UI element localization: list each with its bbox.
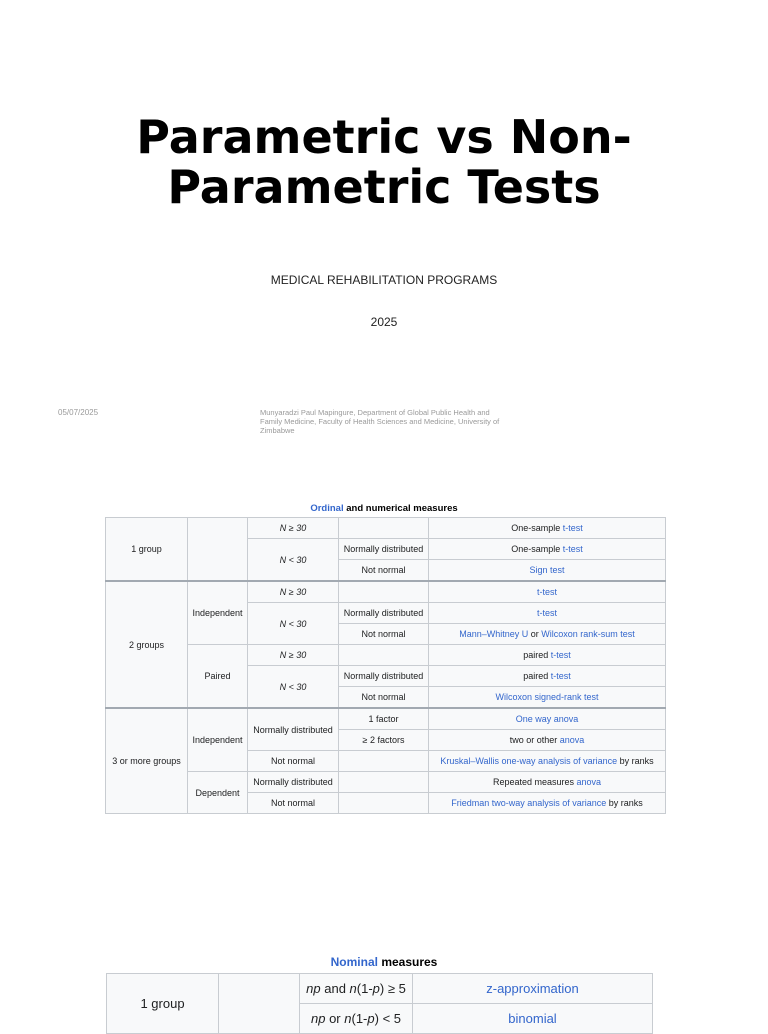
math-p: p — [372, 981, 380, 996]
table-cell — [248, 666, 339, 709]
table-cell — [339, 518, 429, 539]
cell-text: by ranks — [617, 756, 654, 766]
table-cell — [339, 793, 429, 814]
table-cell: Normally distributed — [339, 603, 429, 624]
table-cell — [248, 539, 339, 582]
cell-text: or — [528, 629, 542, 639]
table-cell: 1 group — [106, 518, 188, 582]
caption-text: measures — [377, 955, 438, 969]
table-row — [106, 581, 666, 603]
caption-text: and numerical measures — [343, 503, 458, 514]
table-cell: Not normal — [339, 687, 429, 709]
table-cell — [248, 603, 339, 645]
nominal-measures-table — [106, 973, 653, 1034]
table-cell — [248, 581, 339, 603]
z-approximation-link[interactable]: z-approximation — [486, 981, 579, 996]
table-cell: 3 or more groups — [106, 708, 188, 814]
table-cell — [219, 974, 300, 1034]
slide-year: 2025 — [370, 315, 398, 329]
mann-whitney-link[interactable]: Mann–Whitney U — [459, 629, 529, 639]
t-test-link[interactable]: t-test — [536, 608, 557, 618]
table-cell: 1 group — [107, 974, 219, 1034]
cell-text: or — [325, 1011, 345, 1026]
cell-text: by ranks — [606, 798, 643, 808]
table-cell — [248, 645, 339, 666]
table-cell: 2 groups — [106, 581, 188, 708]
table-cell: Not normal — [248, 751, 339, 772]
cell-text: One-sample — [511, 523, 563, 533]
ordinal-table-caption — [0, 503, 768, 514]
table-cell — [300, 974, 413, 1004]
table-row — [107, 974, 653, 1004]
table-cell: Not normal — [339, 624, 429, 645]
table-cell: ≥ 2 factors — [339, 730, 429, 751]
table-cell: Not normal — [248, 793, 339, 814]
table-cell — [429, 730, 666, 751]
table-row — [106, 772, 666, 793]
cell-text: ) < 5 — [374, 1011, 401, 1026]
cell-text: and — [320, 981, 350, 996]
nominal-table-caption — [0, 955, 768, 969]
table-cell — [339, 772, 429, 793]
table-cell — [429, 539, 666, 560]
table-cell — [188, 518, 248, 582]
table-cell: Not normal — [339, 560, 429, 582]
table-cell: Normally distributed — [248, 772, 339, 793]
n-condition: N < 30 — [279, 618, 307, 629]
table-row — [106, 708, 666, 730]
anova-link[interactable]: anova — [559, 735, 585, 745]
n-condition: N ≥ 30 — [279, 587, 307, 597]
table-row — [106, 645, 666, 666]
cell-text: paired — [523, 671, 551, 681]
math-n: n — [344, 1011, 352, 1026]
wilcoxon-rank-sum-link[interactable]: Wilcoxon rank-sum test — [541, 629, 635, 639]
table-cell: Normally distributed — [248, 708, 339, 751]
slide-subtitle: MEDICAL REHABILITATION PROGRAMS — [270, 273, 498, 287]
title-slide — [0, 0, 768, 460]
anova-link[interactable]: anova — [576, 777, 602, 787]
math-np: np — [306, 981, 321, 996]
cell-text: two or other — [509, 735, 560, 745]
footer-date: 05/07/2025 — [58, 408, 99, 417]
table-cell — [429, 624, 666, 645]
cell-text: (1- — [356, 981, 373, 996]
table-cell: Dependent — [188, 772, 248, 814]
footer-author: Munyaradzi Paul Mapingure, Department of Global Public Health and Family Medicine, Faculty of Health Sciences and Medicine, University of Zimbabwe — [260, 408, 500, 434]
table-cell — [429, 645, 666, 666]
table-cell: Normally distributed — [339, 666, 429, 687]
cell-text: ) ≥ 5 — [379, 981, 406, 996]
table-cell: Independent — [188, 708, 248, 772]
cell-text: (1- — [351, 1011, 368, 1026]
table-cell — [248, 518, 339, 539]
wilcoxon-signed-rank-link[interactable]: Wilcoxon signed-rank test — [495, 692, 599, 702]
table-cell — [429, 751, 666, 772]
table-cell — [339, 645, 429, 666]
table-cell — [429, 560, 666, 582]
math-np: np — [311, 1011, 326, 1026]
table-cell — [413, 1004, 653, 1034]
table-cell — [339, 581, 429, 603]
math-n: n — [349, 981, 357, 996]
table-cell: Independent — [188, 581, 248, 645]
math-p: p — [367, 1011, 375, 1026]
table-cell — [429, 666, 666, 687]
table-cell — [339, 751, 429, 772]
n-condition: N ≥ 30 — [279, 523, 307, 533]
t-test-link[interactable]: t-test — [562, 523, 583, 533]
table-cell — [429, 603, 666, 624]
slide-title: Parametric vs Non-Parametric Tests — [136, 110, 632, 214]
kruskal-wallis-link[interactable]: Kruskal–Wallis one-way analysis of variance — [440, 756, 618, 766]
table-cell — [429, 687, 666, 709]
t-test-link[interactable]: t-test — [562, 544, 583, 554]
binomial-link[interactable]: binomial — [508, 1011, 557, 1026]
n-condition: N < 30 — [279, 681, 307, 692]
table-cell — [300, 1004, 413, 1034]
table-cell: Paired — [188, 645, 248, 709]
cell-text: Repeated measures — [492, 777, 577, 787]
n-condition: N ≥ 30 — [279, 650, 307, 660]
sign-test-link[interactable]: Sign test — [529, 565, 565, 575]
t-test-link[interactable]: t-test — [550, 650, 571, 660]
ordinal-measures-table — [105, 517, 666, 814]
ordinal-table-slide — [0, 460, 768, 860]
table-cell — [429, 772, 666, 793]
friedman-link[interactable]: Friedman two-way analysis of variance — [451, 798, 607, 808]
cell-text: paired — [523, 650, 551, 660]
table-cell: Normally distributed — [339, 539, 429, 560]
ordinal-link[interactable]: Ordinal — [310, 503, 344, 514]
nominal-table-slide — [0, 860, 768, 1024]
cell-text: One-sample — [511, 544, 563, 554]
table-cell — [429, 793, 666, 814]
table-cell — [429, 518, 666, 539]
table-cell — [429, 581, 666, 603]
t-test-link[interactable]: t-test — [550, 671, 571, 681]
nominal-link[interactable]: Nominal — [330, 955, 378, 969]
table-cell — [413, 974, 653, 1004]
n-condition: N < 30 — [279, 554, 307, 565]
table-cell: 1 factor — [339, 708, 429, 730]
one-way-anova-link[interactable]: One way anova — [515, 714, 579, 724]
table-cell — [429, 708, 666, 730]
t-test-link[interactable]: t-test — [536, 587, 557, 597]
table-row — [106, 518, 666, 539]
